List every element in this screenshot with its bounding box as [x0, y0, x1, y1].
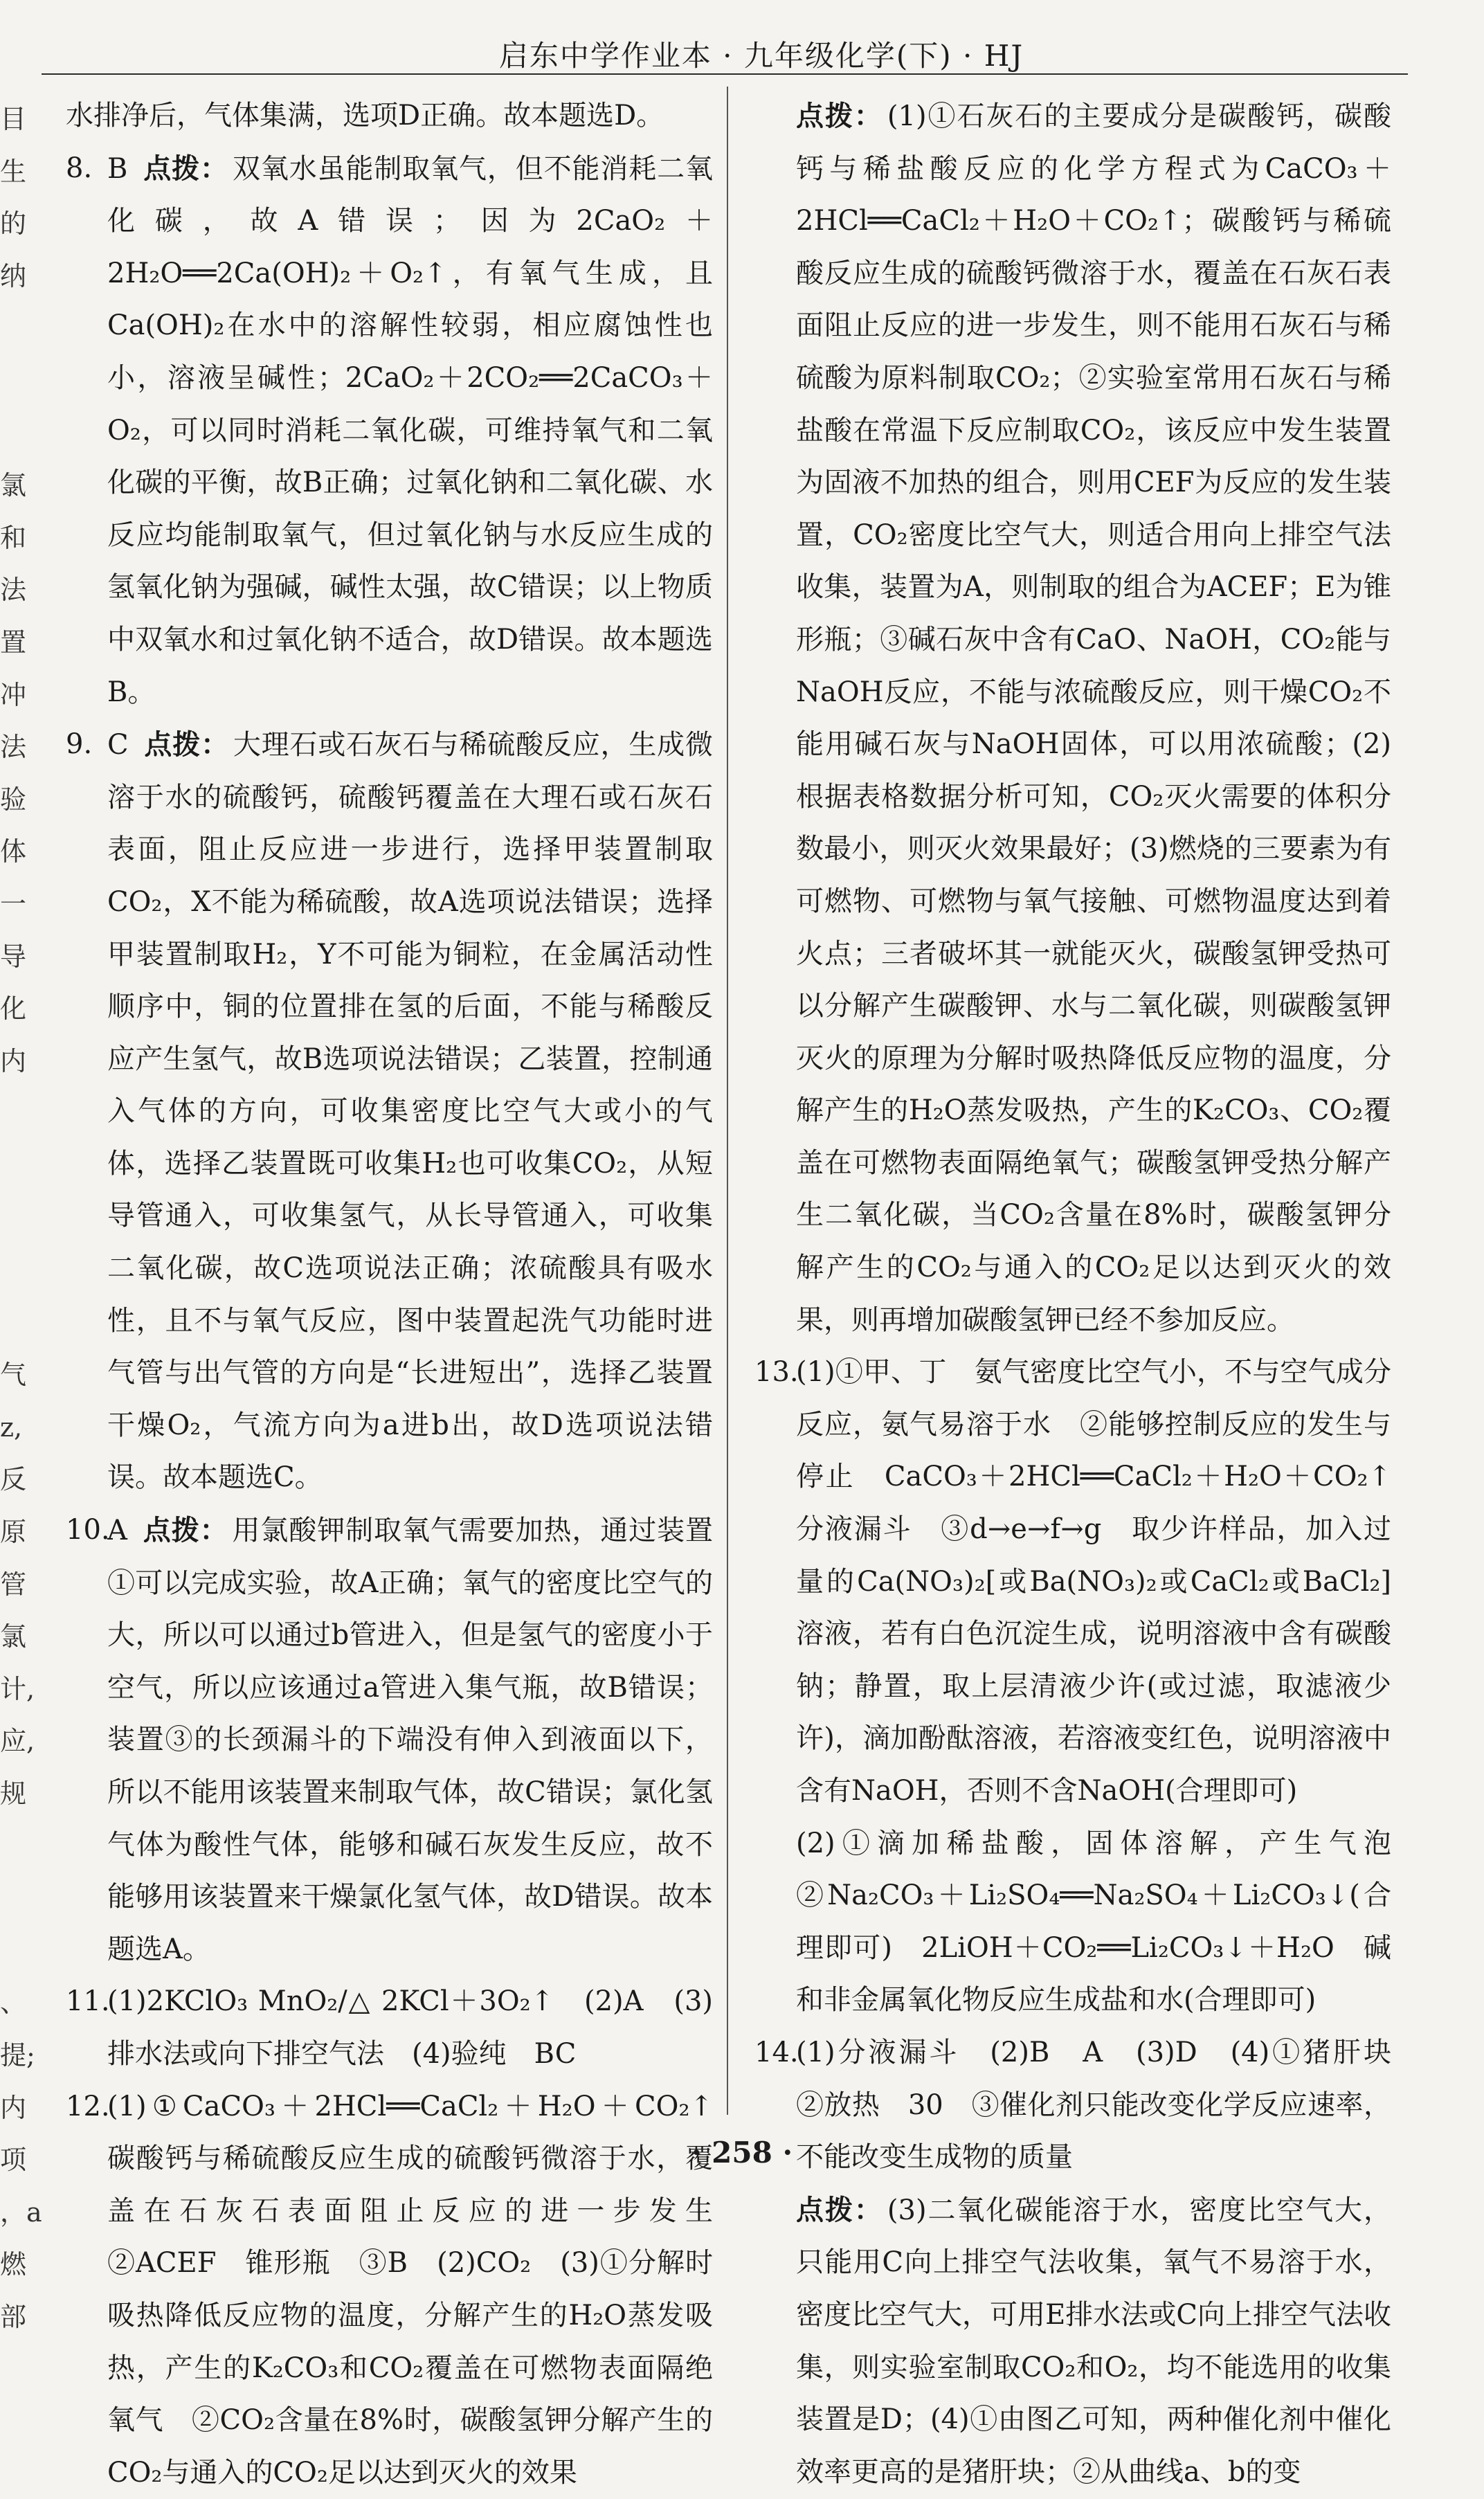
edge-char: 反	[0, 1464, 27, 1495]
hint-label: 点拨：	[143, 152, 228, 185]
edge-char	[0, 1297, 29, 1350]
edge-char: 和	[0, 522, 27, 553]
edge-char: 一	[0, 888, 27, 919]
edge-char: 验	[0, 784, 27, 815]
answer-item-13	[754, 1346, 1419, 2027]
edge-char: 氯	[0, 1621, 27, 1652]
item-number: 10.	[66, 1514, 110, 1546]
edge-char: 燃	[0, 2249, 27, 2280]
edge-char: 提;	[0, 2039, 35, 2071]
header-rule	[42, 73, 1408, 75]
left-column	[66, 90, 741, 2499]
edge-char: 生	[0, 156, 27, 187]
edge-char: 气	[0, 1360, 27, 1391]
item-text: (1)①CaCO₃＋2HCl══CaCl₂＋H₂O＋CO₂↑ 碳酸钙与稀硫酸反应生成的硫酸钙微溶于水，覆盖在石灰石表面阻止反应的进一步发生 ②ACEF 锥形瓶 ③B (2)CO₂ (3)①分解时吸热降低反应物的温度，分解产生的H₂O蒸发吸热，产生的K₂CO₃和CO₂覆盖在可燃物表面隔绝氧气 ②CO₂含量在8%时，碳酸氢钾分解产生的CO₂与通入的CO₂足以达到灭火的效果	[107, 2090, 741, 2489]
edge-char	[0, 1245, 29, 1297]
header-title: 启东中学作业本 · 九年级化学(下) · HJ	[498, 39, 1024, 73]
edge-char: 冲	[0, 679, 27, 710]
edge-char: 、	[0, 1987, 27, 2019]
page-header	[0, 19, 1484, 75]
edge-char	[0, 1925, 29, 1978]
edge-char: 计,	[0, 1673, 35, 1704]
edge-char	[0, 1821, 29, 1873]
item-answer: C	[107, 729, 129, 761]
left-edge-cutoff-text	[0, 93, 42, 2344]
hint-label: 点拨：	[796, 100, 883, 132]
edge-char: 置	[0, 626, 27, 658]
item-number: 11.	[66, 1985, 110, 2018]
item-text: 大理石或石灰石与稀硫酸反应，生成微溶于水的硫酸钙，硫酸钙覆盖在大理石或石灰石表面，阻止反应进一步进行，选择甲装置制取CO₂，X不能为稀硫酸，故A选项说法错误；选择甲装置制取H₂，Y不可能为铜粒，在金属活动性顺序中，铜的位置排在氢的后面，不能与稀酸反应产生氢气，故B选项说法错误；乙装置，控制通入气体的方向，可收集密度比空气大或小的气体，选择乙装置既可收集H₂也可收集CO₂，从短导管通入，可收集氢气，从长导管通入，可收集二氧化碳，故C选项说法正确；浓硫酸具有吸水性，且不与氧气反应，图中装置起洗气功能时进气管与出气管的方向是“长进短出”，选择乙装置干燥O₂，气流方向为a进b出，故D选项说法错误。故本题选C。	[107, 729, 714, 1494]
answer-item-12	[66, 2081, 741, 2499]
edge-char: 的	[0, 208, 27, 240]
page-number: · 258 ·	[691, 2136, 793, 2169]
hint-continuation	[754, 90, 1391, 1346]
edge-char	[0, 1088, 29, 1140]
item-text-part-2: (2)①滴加稀盐酸，固体溶解，产生气泡 ②Na₂CO₃＋Li₂SO₄══Na₂SO₄＋Li₂CO₃↓(合理即可) 2LiOH＋CO₂══Li₂CO₃↓＋H₂O 碱和非金属氧化物反应生成盐和水(合理即可)	[796, 1827, 1419, 2017]
item-number: 13.	[754, 1356, 799, 1389]
edge-char	[0, 408, 29, 460]
edge-char	[0, 355, 29, 408]
edge-char: ，a	[0, 2196, 42, 2228]
edge-char: 内	[0, 2092, 27, 2123]
edge-char: 体	[0, 836, 27, 867]
item-number: 9.	[66, 728, 93, 761]
edge-char	[0, 1873, 29, 1925]
item-number: 12.	[66, 2090, 110, 2122]
edge-char: z,	[0, 1411, 23, 1443]
edge-char: 原	[0, 1517, 27, 1548]
edge-char: 氯	[0, 470, 27, 501]
edge-char: 项	[0, 2145, 27, 2176]
edge-char	[0, 1140, 29, 1193]
item-answer: A	[107, 1515, 127, 1547]
edge-char: 导	[0, 941, 27, 972]
hint-label: 点拨：	[143, 728, 229, 761]
item-number: 8.	[66, 152, 93, 184]
edge-char: 规	[0, 1778, 27, 1809]
hint-label: 点拨：	[796, 2193, 883, 2226]
continuation-text: (1)①石灰石的主要成分是碳酸钙，碳酸钙与稀盐酸反应的化学方程式为CaCO₃＋2HCl══CaCl₂＋H₂O＋CO₂↑；碳酸钙与稀硫酸反应生成的硫酸钙微溶于水，覆盖在石灰石表面阻止反应的进一步发生，则不能用石灰石与稀硫酸为原料制取CO₂；②实验室常用石灰石与稀盐酸在常温下反应制取CO₂，该反应中发生装置为固液不加热的组合，则用CEF为反应的发生装置，CO₂密度比空气大，则适合用向上排空气法收集，装置为A，则制取的组合为ACEF；E为锥形瓶；③碱石灰中含有CaO、NaOH，CO₂能与NaOH反应，不能与浓硫酸反应，则干燥CO₂不能用碱石灰与NaOH固体，可以用浓硫酸；(2)根据表格数据分析可知，CO₂灭火需要的体积分数最小，则灭火效果最好；(3)燃烧的三要素为有可燃物、可燃物与氧气接触、可燃物温度达到着火点；三者破坏其一就能灭火，碳酸氢钾受热可以分解产生碳酸钾、水与二氧化碳，则碳酸氢钾灭火的原理为分解时吸热降低反应物的温度，分解产生的H₂O蒸发吸热，产生的K₂CO₃、CO₂覆盖在可燃物表面隔绝氧气；碳酸氢钾受热分解产生二氧化碳，当CO₂含量在8%时，碳酸氢钾分解产生的CO₂与通入的CO₂足以达到灭火的效果，则再增加碳酸氢钾已经不参加反应。	[796, 100, 1392, 1336]
edge-char: 法	[0, 732, 27, 763]
item-number: 14.	[754, 2036, 799, 2068]
edge-char	[0, 1192, 29, 1245]
answer-item-10	[66, 1504, 713, 1976]
answer-item-11	[66, 1976, 713, 2080]
item-text: 用氯酸钾制取氧气需要加热，通过装置①可以完成实验，故A正确；氧气的密度比空气的大，所以可以通过b管进入，但是氢气的密度小于空气，所以应该通过a管进入集气瓶，故B错误；装置③的长颈漏斗的下端没有伸入到液面以下，所以不能用该装置来制取气体，故C错误；氯化氢气体为酸性气体，能够和碱石灰发生反应，故不能够用该装置来干燥氯化氢气体，故D错误。故本题选A。	[107, 1515, 714, 1965]
edge-char: 纳	[0, 260, 27, 291]
continuation-text: 水排净后，气体集满，选项D正确。故本题选D。	[66, 100, 664, 132]
item-text: (1)2KClO₃ MnO₂/△ 2KCl＋3O₂↑ (2)A (3)排水法或向下排空气法 (4)验纯 BC	[107, 1985, 713, 2070]
hint-text: (3)二氧化碳能溶于水，密度比空气大，只能用C向上排空气法收集，氧气不易溶于水，密度比空气大，可用E排水法或C向上排空气法收集，则实验室制取CO₂和O₂，均不能选用的收集装置是D；(4)①由图乙可知，两种催化剂中催化效率更高的是猪肝块；②从曲线a、b的变	[796, 2194, 1392, 2488]
hint-label: 点拨：	[142, 1514, 228, 1547]
edge-char: 内	[0, 1045, 27, 1076]
right-column	[754, 90, 1419, 2498]
item-answer: B	[107, 152, 128, 185]
edge-char: 部	[0, 2301, 27, 2332]
edge-char: 应,	[0, 1726, 35, 1757]
item-text: (1)①甲、丁 氨气密度比空气小，不与空气成分反应，氨气易溶于水 ②能够控制反应的发生与停止 CaCO₃＋2HCl══CaCl₂＋H₂O＋CO₂↑ 分液漏斗 ③d→e→f→g 取少许样品，加入过量的Ca(NO₃)₂[或Ba(NO₃)₂或CaCl₂或BaCl₂]溶液，若有白色沉淀生成，说明溶液中含有碳酸钠；静置，取上层清液少许(或过滤，取滤液少许)，滴加酚酞溶液，若溶液变红色，说明溶液中含有NaOH，否则不含NaOH(合理即可)	[796, 1356, 1419, 1807]
item-text: 双氧水虽能制取氧气，但不能消耗二氧化碳，故A错误；因为2CaO₂＋2H₂O══2Ca(OH)₂＋O₂↑，有氧气生成，且Ca(OH)₂在水中的溶解性较弱，相应腐蚀性也小，溶液呈碱性；2CaO₂＋2CO₂══2CaCO₃＋O₂，可以同时消耗二氧化碳，可维持氧气和二氧化碳的平衡，故B正确；过氧化钠和二氧化碳、水反应均能制取氧气，但过氧化钠与水反应生成的氢氧化钠为强碱，碱性太强，故C错误；以上物质中双氧水和过氧化钠不适合，故D错误。故本题选B。	[107, 152, 714, 708]
answer-item-14	[754, 2027, 1419, 2498]
answer-item-9	[66, 719, 713, 1504]
edge-char: 法	[0, 575, 27, 606]
column-divider	[727, 87, 728, 2115]
edge-char: 化	[0, 993, 27, 1025]
edge-char: 目	[0, 104, 27, 134]
answer-item-8	[66, 143, 713, 719]
edge-char: 管	[0, 1569, 27, 1600]
edge-char	[0, 303, 29, 355]
item-text: (1)分液漏斗 (2)B A (3)D (4)①猪肝块 ②放热 30 ③催化剂只能改变化学反应速率，不能改变生成物的质量	[796, 2036, 1419, 2174]
